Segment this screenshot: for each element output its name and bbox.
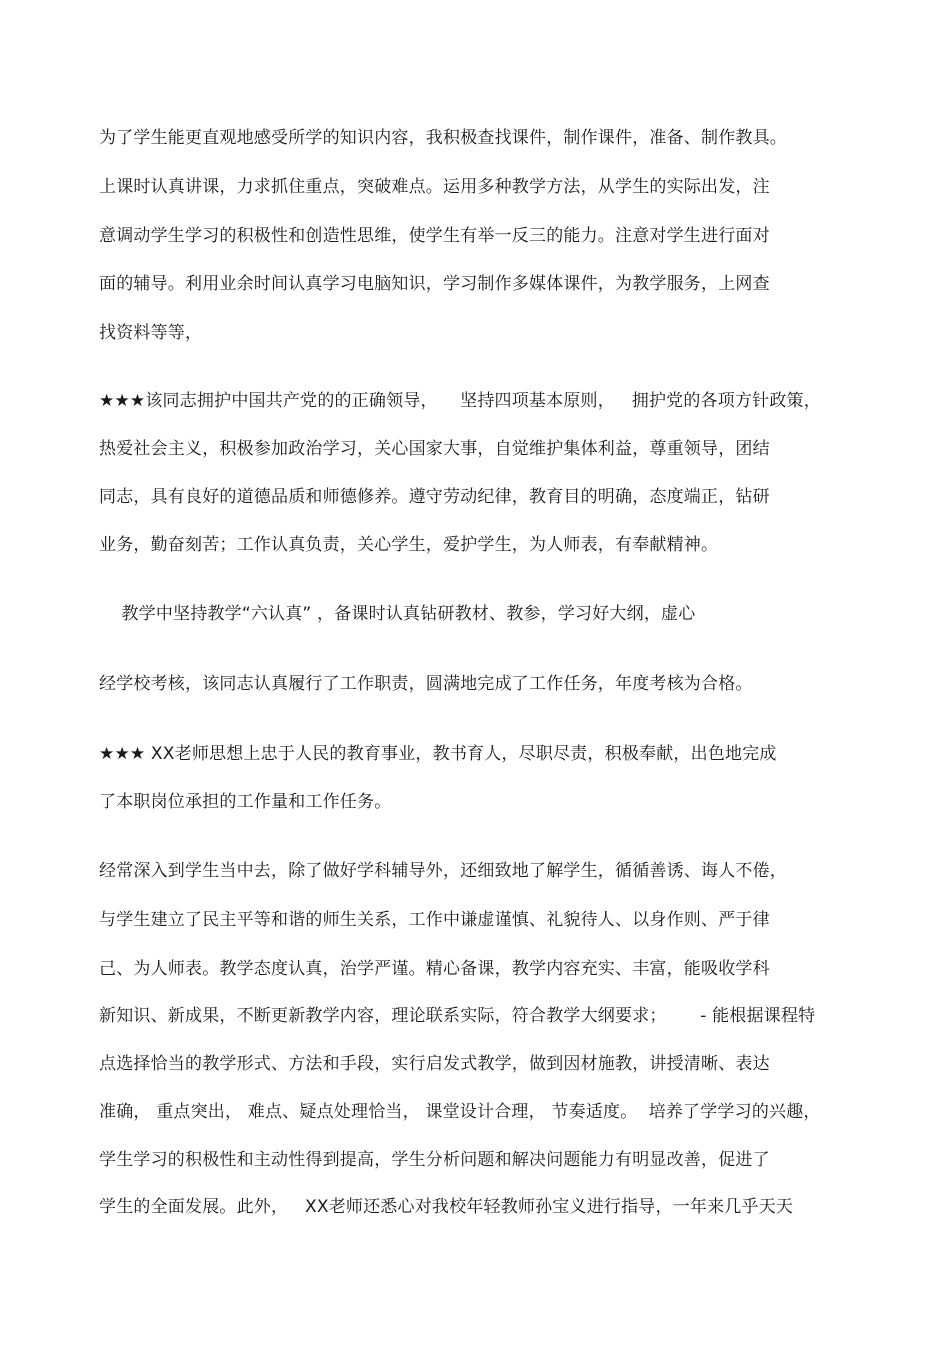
paragraph-2-line-2: 热爱社会主义，积极参加政治学习，关心国家大事，自觉维护集体利益，尊重领导，团结 bbox=[99, 439, 770, 459]
paragraph-3-line-1: 教学中坚持教学“六认真” ，备课时认真钻研教材、教参，学习好大纲，虚心 bbox=[99, 604, 696, 624]
paragraph-6-line-1: 经常深入到学生当中去，除了做好学科辅导外，还细致地了解学生，循循善诱、诲人不倦， bbox=[99, 861, 787, 881]
paragraph-1-line-3: 意调动学生学习的积极性和创造性思维，使学生有举一反三的能力。注意对学生进行面对 bbox=[99, 226, 770, 246]
paragraph-6-line-8: 学生的全面发展。此外， XX老师还悉心对我校年轻教师孙宝义进行指导，一年来几乎天天 bbox=[99, 1197, 794, 1217]
paragraph-6-line-2: 与学生建立了民主平等和谐的师生关系，工作中谦虚谨慎、礼貌待人、以身作则、严于律 bbox=[99, 910, 770, 930]
paragraph-1-line-1: 为了学生能更直观地感受所学的知识内容，我积极查找课件，制作课件，准备、制作教具。 bbox=[99, 128, 787, 148]
paragraph-2-line-4: 业务，勤奋刻苦；工作认真负责，关心学生，爱护学生，为人师表，有奉献精神。 bbox=[99, 535, 719, 555]
paragraph-1-line-5: 找资料等等， bbox=[99, 323, 203, 343]
paragraph-6-line-6: 准确， 重点突出， 难点、疑点处理恰当， 课堂设计合理， 节奏适度。 培养了学学习的兴趣， bbox=[99, 1102, 821, 1122]
paragraph-6-line-4: 新知识、新成果，不断更新教学内容，理论联系实际，符合教学大纲要求； - 能根据课程特 bbox=[99, 1006, 816, 1026]
paragraph-6-line-5: 点选择恰当的教学形式、方法和手段，实行启发式教学，做到因材施教，讲授清晰、表达 bbox=[99, 1054, 770, 1074]
paragraph-2-line-3: 同志，具有良好的道德品质和师德修养。遵守劳动纪律，教育目的明确，态度端正，钻研 bbox=[99, 487, 770, 507]
paragraph-4-line-1: 经学校考核，该同志认真履行了工作职责，圆满地完成了工作任务，年度考核为合格。 bbox=[99, 674, 753, 694]
paragraph-5-line-1: ★★★ XX老师思想上忠于人民的教育事业，教书育人，尽职尽责，积极奉献，出色地完成 bbox=[99, 744, 777, 764]
paragraph-6-line-7: 学生学习的积极性和主动性得到提高，学生分析问题和解决问题能力有明显改善，促进了 bbox=[99, 1150, 770, 1170]
paragraph-2-line-1: ★★★该同志拥护中国共产党的的正确领导， 坚持四项基本原则， 拥护党的各项方针政策， bbox=[99, 391, 821, 411]
paragraph-6-line-3: 己、为人师表。教学态度认真，治学严谨。精心备课，教学内容充实、丰富，能吸收学科 bbox=[99, 959, 770, 979]
paragraph-5-line-2: 了本职岗位承担的工作量和工作任务。 bbox=[99, 792, 392, 812]
paragraph-1-line-2: 上课时认真讲课，力求抓住重点，突破难点。运用多种教学方法，从学生的实际出发，注 bbox=[99, 177, 770, 197]
paragraph-1-line-4: 面的辅导。利用业余时间认真学习电脑知识，学习制作多媒体课件，为教学服务，上网查 bbox=[99, 274, 770, 294]
